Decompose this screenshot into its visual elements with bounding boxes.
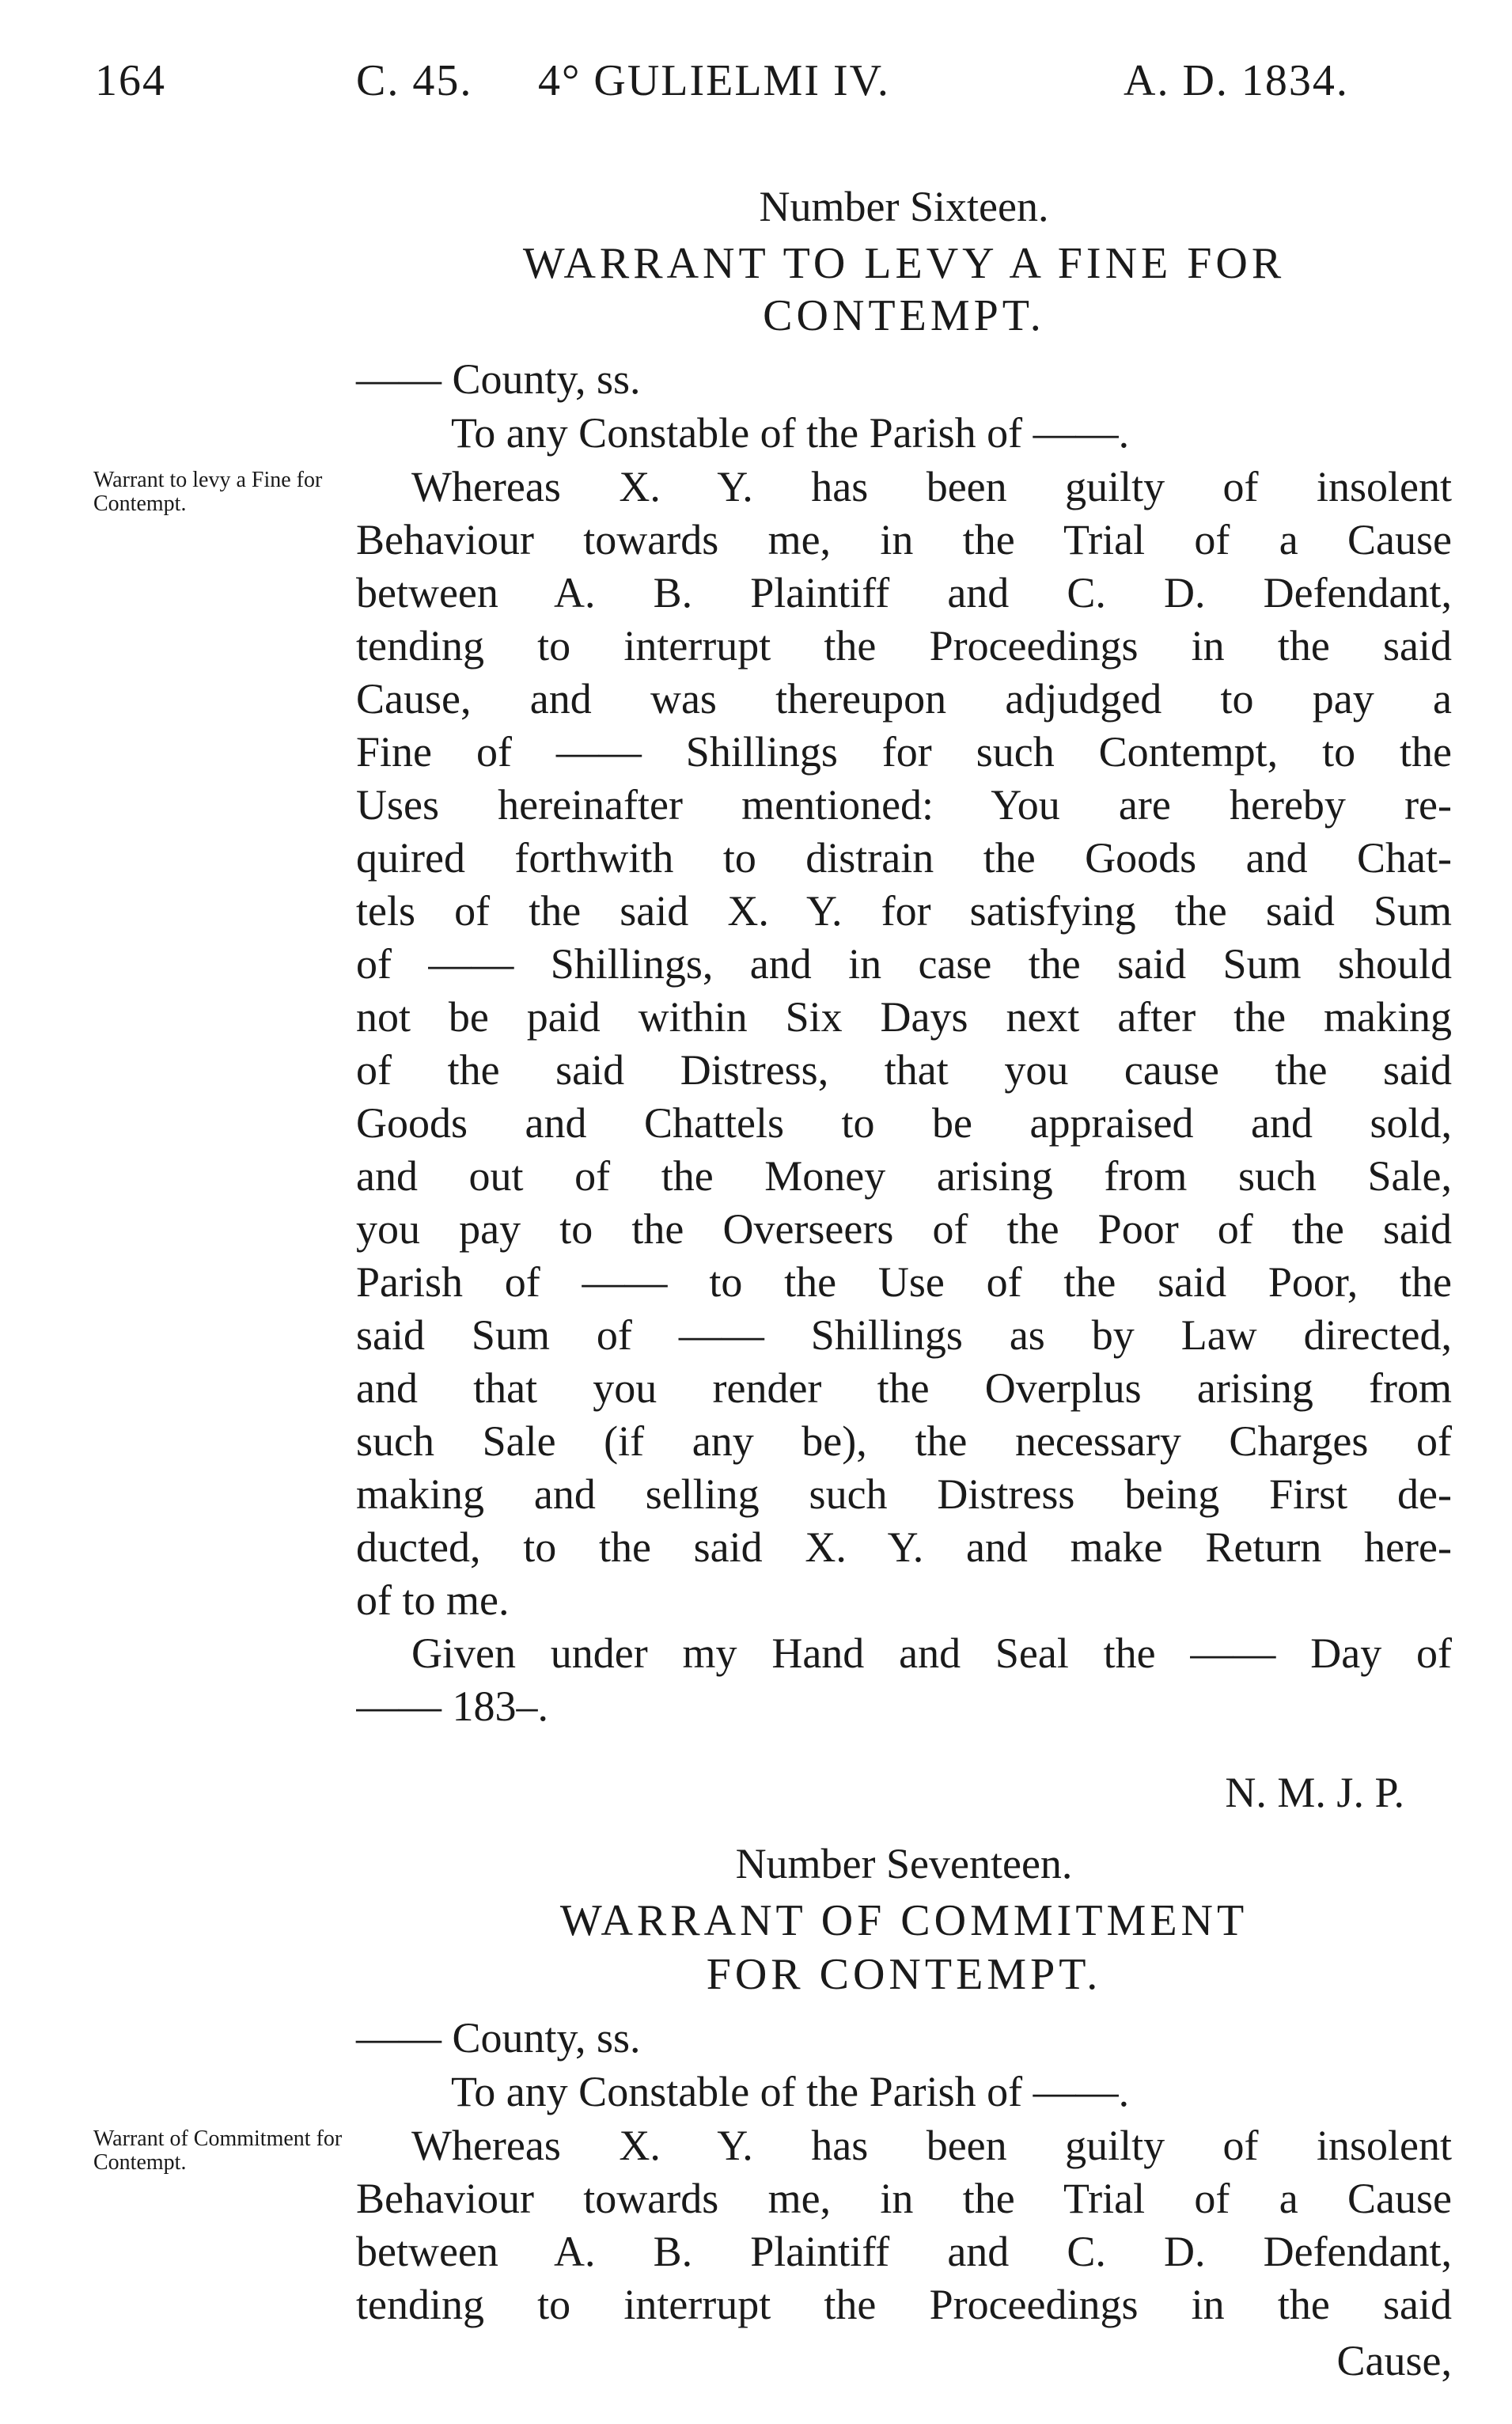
form16-line: between A. B. Plaintiff and C. D. Defendant, [356,569,1452,616]
form16-line: of to me. [356,1576,510,1624]
running-header [95,55,1440,119]
form16-line: ducted, to the said X. Y. and make Return here- [356,1523,1452,1571]
form16-number: Number Sixteen. [759,183,1049,230]
form16-line: Behaviour towards me, in the Trial of a Cause [356,516,1452,563]
form17-line: Behaviour towards me, in the Trial of a Cause [356,2175,1452,2222]
form17-number: Number Seventeen. [735,1840,1073,1887]
form16-body [356,461,1452,1733]
form16-signature: N. M. J. P. [1225,1769,1404,1816]
form17-line: tending to interrupt the Proceedings in the said [356,2281,1452,2328]
form16-given-line1: Given under my Hand and Seal the —— Day of [411,1629,1452,1677]
form17-address: To any Constable of the Parish of ——. [451,2068,1130,2115]
catchword: Cause, [1336,2337,1452,2384]
form16-line: Whereas X. Y. has been guilty of insolent [411,463,1452,510]
form16-line: Parish of —— to the Use of the said Poor, the [356,1258,1452,1306]
anno-domini-year: A. D. 1834. [1124,56,1349,105]
form16-line: of —— Shillings, and in case the said Sum should [356,940,1452,988]
form17-title-line1: WARRANT OF COMMITMENT [559,1896,1249,1945]
form17-line: Whereas X. Y. has been guilty of insolent [411,2122,1452,2169]
form16-line: Fine of —— Shillings for such Contempt, to the [356,728,1452,776]
form16-line: you pay to the Overseers of the Poor of the said [356,1205,1452,1253]
form16-line: and out of the Money arising from such Sale, [356,1152,1452,1200]
form17-margin-note: Warrant of Commitment for Contempt. [93,2126,343,2175]
form16-address: To any Constable of the Parish of ——. [451,409,1130,457]
form16-line: quired forthwith to distrain the Goods and Chat- [356,834,1452,882]
form16-line: said Sum of —— Shillings as by Law directed, [356,1311,1452,1359]
form16-line: Uses hereinafter mentioned: You are hereby re- [356,781,1452,829]
form17-body [356,2119,1452,2331]
regnal-year: 4° GULIELMI IV. [538,56,890,105]
form16-line: of the said Distress, that you cause the said [356,1046,1452,1094]
form17-line: between A. B. Plaintiff and C. D. Defendant, [356,2228,1452,2275]
form16-line: Goods and Chattels to be appraised and sold, [356,1099,1452,1147]
form16-line: not be paid within Six Days next after the making [356,993,1452,1041]
form16-title-line2: CONTEMPT. [763,291,1045,340]
form16-margin-note: Warrant to levy a Fine for Contempt. [93,468,323,516]
form16-line: making and selling such Distress being First de- [356,1470,1452,1518]
form16-line: tels of the said X. Y. for satisfying the said Sum [356,887,1452,935]
form17-county: —— County, ss. [356,2014,641,2062]
form16-title-line1: WARRANT TO LEVY A FINE FOR [522,239,1286,288]
form16-line: and that you render the Overplus arising from [356,1364,1452,1412]
form16-given-line2: —— 183–. [356,1682,548,1730]
form16-line: tending to interrupt the Proceedings in the said [356,622,1452,670]
form16-line: such Sale (if any be), the necessary Charges of [356,1417,1452,1465]
form16-line: Cause, and was thereupon adjudged to pay a [356,675,1452,723]
page-number: 164 [95,56,166,105]
chapter-number: C. 45. [356,56,473,105]
form16-county: —— County, ss. [356,355,641,403]
form17-title-line2: FOR CONTEMPT. [706,1950,1102,1999]
